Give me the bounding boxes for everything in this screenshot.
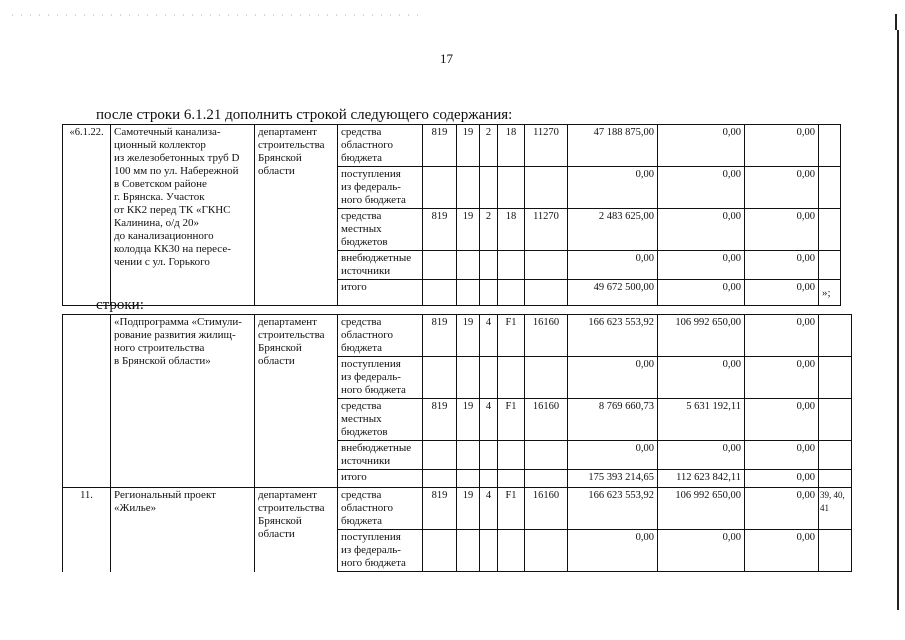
cell-budget-code [423,357,457,399]
cell-amount: 0,00 [745,488,819,530]
cell-executor: департамент строительства Брянской области [255,488,338,572]
cell-budget-code [498,167,525,209]
cell-amount: 166 623 553,92 [568,488,658,530]
table-row [63,125,841,167]
cell-budget-code [480,441,498,470]
cell-amount: 2 483 625,00 [568,209,658,251]
cell-amount: 0,00 [658,125,745,167]
cell-budget-code: 19 [457,315,480,357]
cell-note [819,125,841,167]
cell-name: «Подпрограмма «Стимули- рование развития жилищ- ного строительства в Брянской области» [111,315,255,488]
cell-funding-source: средства областного бюджета [338,125,423,167]
cell-budget-code [525,530,568,572]
table-new-row-6-1-22 [62,124,841,306]
cell-name: Самотечный канализа- ционный коллектор из железобетонных труб D 100 мм по ул. Набережной в Советском районе г. Брянска. Участок от КК2 перед ТК «ГКНС Калинина, о/д 20» до канализационного колодца КК30 на пересе- чении с ул. Горького [111,125,255,306]
cell-budget-code: 16160 [525,399,568,441]
page-number: 17 [440,51,453,66]
cell-amount: 0,00 [658,251,745,280]
cell-budget-code [498,530,525,572]
cell-budget-code: 16160 [525,488,568,530]
cell-budget-code [498,357,525,399]
cell-budget-code [457,470,480,488]
cell-amount: 0,00 [745,399,819,441]
cell-budget-code: 11270 [525,209,568,251]
cell-budget-code [525,280,568,306]
table-replaced-rows [62,314,852,572]
cell-position: «6.1.22. [63,125,111,306]
cell-budget-code: 819 [423,488,457,530]
cell-amount: 175 393 214,65 [568,470,658,488]
cell-budget-code [423,251,457,280]
cell-funding-source: итого [338,280,423,306]
cell-amount: 47 188 875,00 [568,125,658,167]
cell-budget-code [457,280,480,306]
cell-budget-code [498,251,525,280]
cell-budget-code [480,280,498,306]
cell-budget-code [525,167,568,209]
cell-budget-code: 19 [457,399,480,441]
cell-budget-code: 19 [457,209,480,251]
cell-funding-source: поступления из федераль- ного бюджета [338,357,423,399]
cell-budget-code: 19 [457,488,480,530]
cell-amount: 0,00 [745,209,819,251]
cell-budget-code [457,441,480,470]
cell-budget-code: 819 [423,315,457,357]
cell-amount: 0,00 [658,167,745,209]
cell-amount: 0,00 [568,441,658,470]
cell-note [819,441,852,470]
cell-funding-source: внебюджетные источники [338,441,423,470]
cell-budget-code [498,280,525,306]
cell-note [819,167,841,209]
cell-amount: 0,00 [568,357,658,399]
cell-budget-code: 4 [480,315,498,357]
cell-budget-code [480,530,498,572]
cell-budget-code [457,357,480,399]
cell-amount: 0,00 [658,441,745,470]
cell-executor: департамент строительства Брянской области [255,125,338,306]
cell-budget-code [457,530,480,572]
cell-amount: 0,00 [658,357,745,399]
cell-budget-code [423,530,457,572]
cell-funding-source: итого [338,470,423,488]
cell-name: Региональный проект «Жилье» [111,488,255,572]
cell-budget-code: 18 [498,125,525,167]
cell-funding-source: поступления из федераль- ного бюджета [338,167,423,209]
cell-amount: 5 631 192,11 [658,399,745,441]
cell-funding-source: внебюджетные источники [338,251,423,280]
cell-budget-code: 4 [480,399,498,441]
cell-amount: 0,00 [658,530,745,572]
cell-amount: 0,00 [568,167,658,209]
cell-budget-code [498,441,525,470]
closing-mark: »; [822,287,831,299]
cell-amount: 106 992 650,00 [658,315,745,357]
cell-budget-code: F1 [498,315,525,357]
cell-amount: 0,00 [658,280,745,306]
cell-amount: 49 672 500,00 [568,280,658,306]
scan-page-edge [897,30,899,610]
cell-budget-code [525,251,568,280]
cell-note: 39, 40, 41 [819,488,852,530]
cell-budget-code [423,280,457,306]
cell-budget-code: 2 [480,125,498,167]
cell-budget-code: F1 [498,399,525,441]
cell-note [819,251,841,280]
cell-budget-code: 819 [423,209,457,251]
cell-note [819,209,841,251]
cell-budget-code [457,167,480,209]
cell-amount: 106 992 650,00 [658,488,745,530]
cell-funding-source: средства местных бюджетов [338,209,423,251]
cell-budget-code [457,251,480,280]
cell-note [819,530,852,572]
cell-funding-source: средства областного бюджета [338,315,423,357]
cell-budget-code [480,167,498,209]
cell-amount: 0,00 [745,125,819,167]
cell-amount: 0,00 [745,280,819,306]
cell-amount: 0,00 [745,441,819,470]
table-row [63,488,852,530]
cell-budget-code: 2 [480,209,498,251]
cell-budget-code [480,357,498,399]
cell-amount: 8 769 660,73 [568,399,658,441]
scan-edge-tick [895,14,897,30]
cell-amount: 112 623 842,11 [658,470,745,488]
cell-amount: 0,00 [568,251,658,280]
cell-note [819,315,852,357]
cell-amount: 166 623 553,92 [568,315,658,357]
cell-note [819,357,852,399]
table-row [63,315,852,357]
cell-budget-code: 819 [423,125,457,167]
cell-funding-source: средства местных бюджетов [338,399,423,441]
cell-funding-source: поступления из федераль- ного бюджета [338,530,423,572]
cell-amount: 0,00 [745,530,819,572]
cell-budget-code: 4 [480,488,498,530]
cell-executor: департамент строительства Брянской области [255,315,338,488]
cell-budget-code: F1 [498,488,525,530]
cell-budget-code [480,470,498,488]
cell-budget-code: 19 [457,125,480,167]
cell-budget-code: 18 [498,209,525,251]
cell-funding-source: средства областного бюджета [338,488,423,530]
cell-budget-code [423,167,457,209]
cell-budget-code [498,470,525,488]
cell-amount: 0,00 [568,530,658,572]
cell-amount: 0,00 [745,470,819,488]
caption-rows: строки: [96,297,144,313]
cell-amount: 0,00 [745,167,819,209]
cell-budget-code [525,357,568,399]
scan-dotted-line [8,14,418,16]
cell-position [63,315,111,488]
cell-budget-code: 819 [423,399,457,441]
cell-budget-code: 16160 [525,315,568,357]
caption-add-row: после строки 6.1.21 дополнить строкой следующего содержания: [96,107,513,123]
cell-budget-code [525,470,568,488]
cell-amount: 0,00 [745,315,819,357]
cell-note [819,470,852,488]
cell-position: 11. [63,488,111,572]
cell-amount: 0,00 [745,357,819,399]
cell-budget-code [423,470,457,488]
cell-budget-code [480,251,498,280]
cell-amount: 0,00 [745,251,819,280]
cell-budget-code [423,441,457,470]
cell-budget-code [525,441,568,470]
cell-budget-code: 11270 [525,125,568,167]
cell-note [819,399,852,441]
cell-amount: 0,00 [658,209,745,251]
